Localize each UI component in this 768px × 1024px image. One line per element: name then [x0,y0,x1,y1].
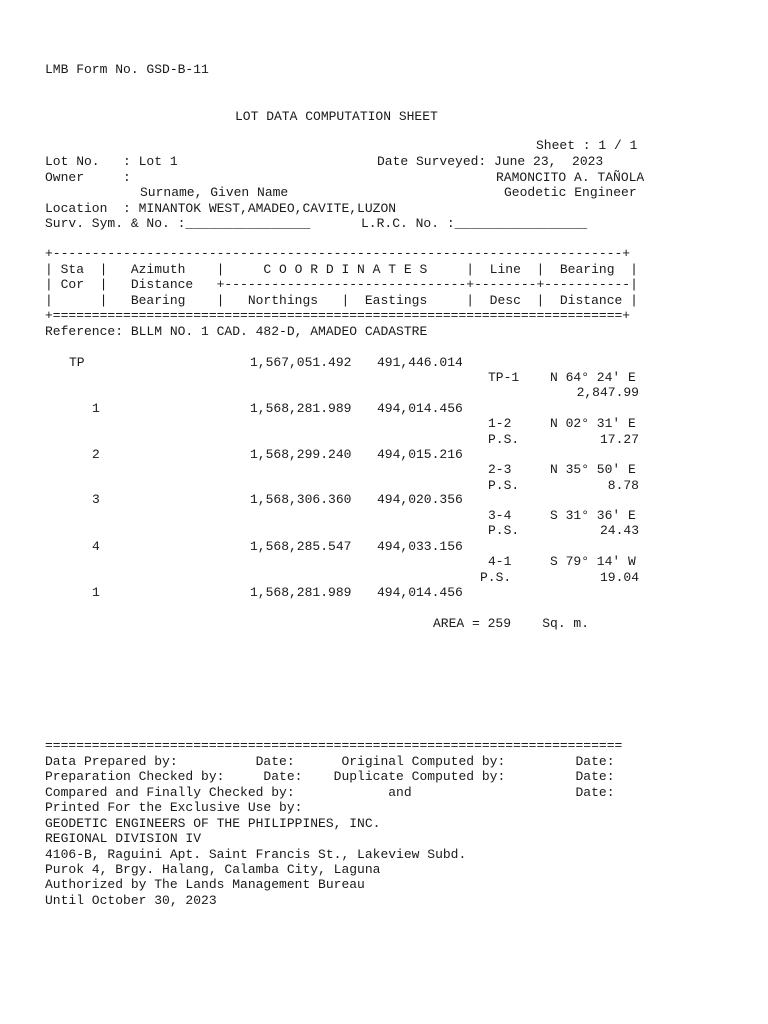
northing-value: 1,567,051.492 [250,355,352,370]
station-label: 3 [92,492,100,507]
easting-value: 494,014.456 [377,401,463,416]
footer-rule: ========================================================================== [45,738,623,753]
station-label: 4 [92,539,100,554]
lrc-number: L.R.C. No. :_________________ [361,216,588,231]
validity-line: Until October 30, 2023 [45,893,217,908]
regional-division: REGIONAL DIVISION IV [45,831,202,846]
table-header-row: | Cor | Distance +-------------------------------+--------+-----------| [45,277,638,292]
sheet-title: LOT DATA COMPUTATION SHEET [235,109,438,124]
distance-value: 24.43 [599,523,639,538]
lot-number: Lot No. : Lot 1 [45,154,178,169]
signature-line: Preparation Checked by: Date: Duplicate Computed by: Date: [45,769,615,784]
bearing-value: N 02° 31' E [550,416,636,431]
northing-value: 1,568,306.360 [250,492,352,507]
signature-line: Compared and Finally Checked by: and Date: [45,785,615,800]
station-label: 2 [92,447,100,462]
engineer-name: RAMONCITO A. TAÑOLA [496,170,645,185]
owner-label: Owner : [45,170,131,185]
line-desc: 1-2 [488,416,512,431]
owner-name-hint: Surname, Given Name [140,185,289,200]
easting-value: 494,015.216 [377,447,463,462]
easting-value: 494,033.156 [377,539,463,554]
distance-value: 19.04 [599,570,639,585]
date-surveyed: Date Surveyed: June 23, 2023 [377,154,604,169]
bearing-value: N 64° 24' E [550,370,636,385]
form-number: LMB Form No. GSD-B-11 [45,62,209,77]
easting-value: 491,446.014 [377,355,463,370]
survey-symbol-number: Surv. Sym. & No. :________________ [45,216,311,231]
northing-value: 1,568,281.989 [250,585,352,600]
line-desc: P.S. [480,570,512,585]
northing-value: 1,568,281.989 [250,401,352,416]
line-desc: P.S. [488,523,520,538]
location: Location : MINANTOK WEST,AMADEO,CAVITE,LUZON [45,201,397,216]
station-label: 1 [92,585,100,600]
address-line: 4106-B, Raguini Apt. Saint Francis St., Lakeview Subd. [45,847,467,862]
distance-value: 2,847.99 [576,385,639,400]
sheet-number: Sheet : 1 / 1 [536,138,638,153]
authorization-line: Authorized by The Lands Management Bureau [45,877,365,892]
line-desc: 3-4 [488,508,512,523]
address-line: Purok 4, Brgy. Halang, Calamba City, Laguna [45,862,381,877]
bearing-value: S 31° 36' E [550,508,636,523]
table-rule-bottom: +=========================================================================+ [45,308,631,323]
table-header-row: | Sta | Azimuth | C O O R D I N A T E S | Line | Bearing | [45,262,638,277]
line-desc: TP-1 [488,370,520,385]
northing-value: 1,568,299.240 [250,447,352,462]
table-rule-top: +-------------------------------------------------------------------------+ [45,246,631,261]
bearing-value: S 79° 14' W [550,554,636,569]
organization-name: GEODETIC ENGINEERS OF THE PHILIPPINES, INC. [45,816,381,831]
reference-line: Reference: BLLM NO. 1 CAD. 482-D, AMADEO CADASTRE [45,324,428,339]
line-desc: P.S. [488,478,520,493]
station-label: 1 [92,401,100,416]
line-desc: 2-3 [488,462,512,477]
easting-value: 494,020.356 [377,492,463,507]
table-header-row: | | Bearing | Northings | Eastings | Desc | Distance | [45,293,638,308]
signature-line: Data Prepared by: Date: Original Computed by: Date: [45,754,615,769]
printed-for-line: Printed For the Exclusive Use by: [45,800,303,815]
engineer-title: Geodetic Engineer [504,185,637,200]
area-total: AREA = 259 Sq. m. [433,616,590,631]
line-desc: 4-1 [488,554,512,569]
northing-value: 1,568,285.547 [250,539,352,554]
bearing-value: N 35° 50' E [550,462,636,477]
easting-value: 494,014.456 [377,585,463,600]
line-desc: P.S. [488,432,520,447]
distance-value: 8.78 [607,478,639,493]
station-label: TP [69,355,85,370]
distance-value: 17.27 [599,432,639,447]
